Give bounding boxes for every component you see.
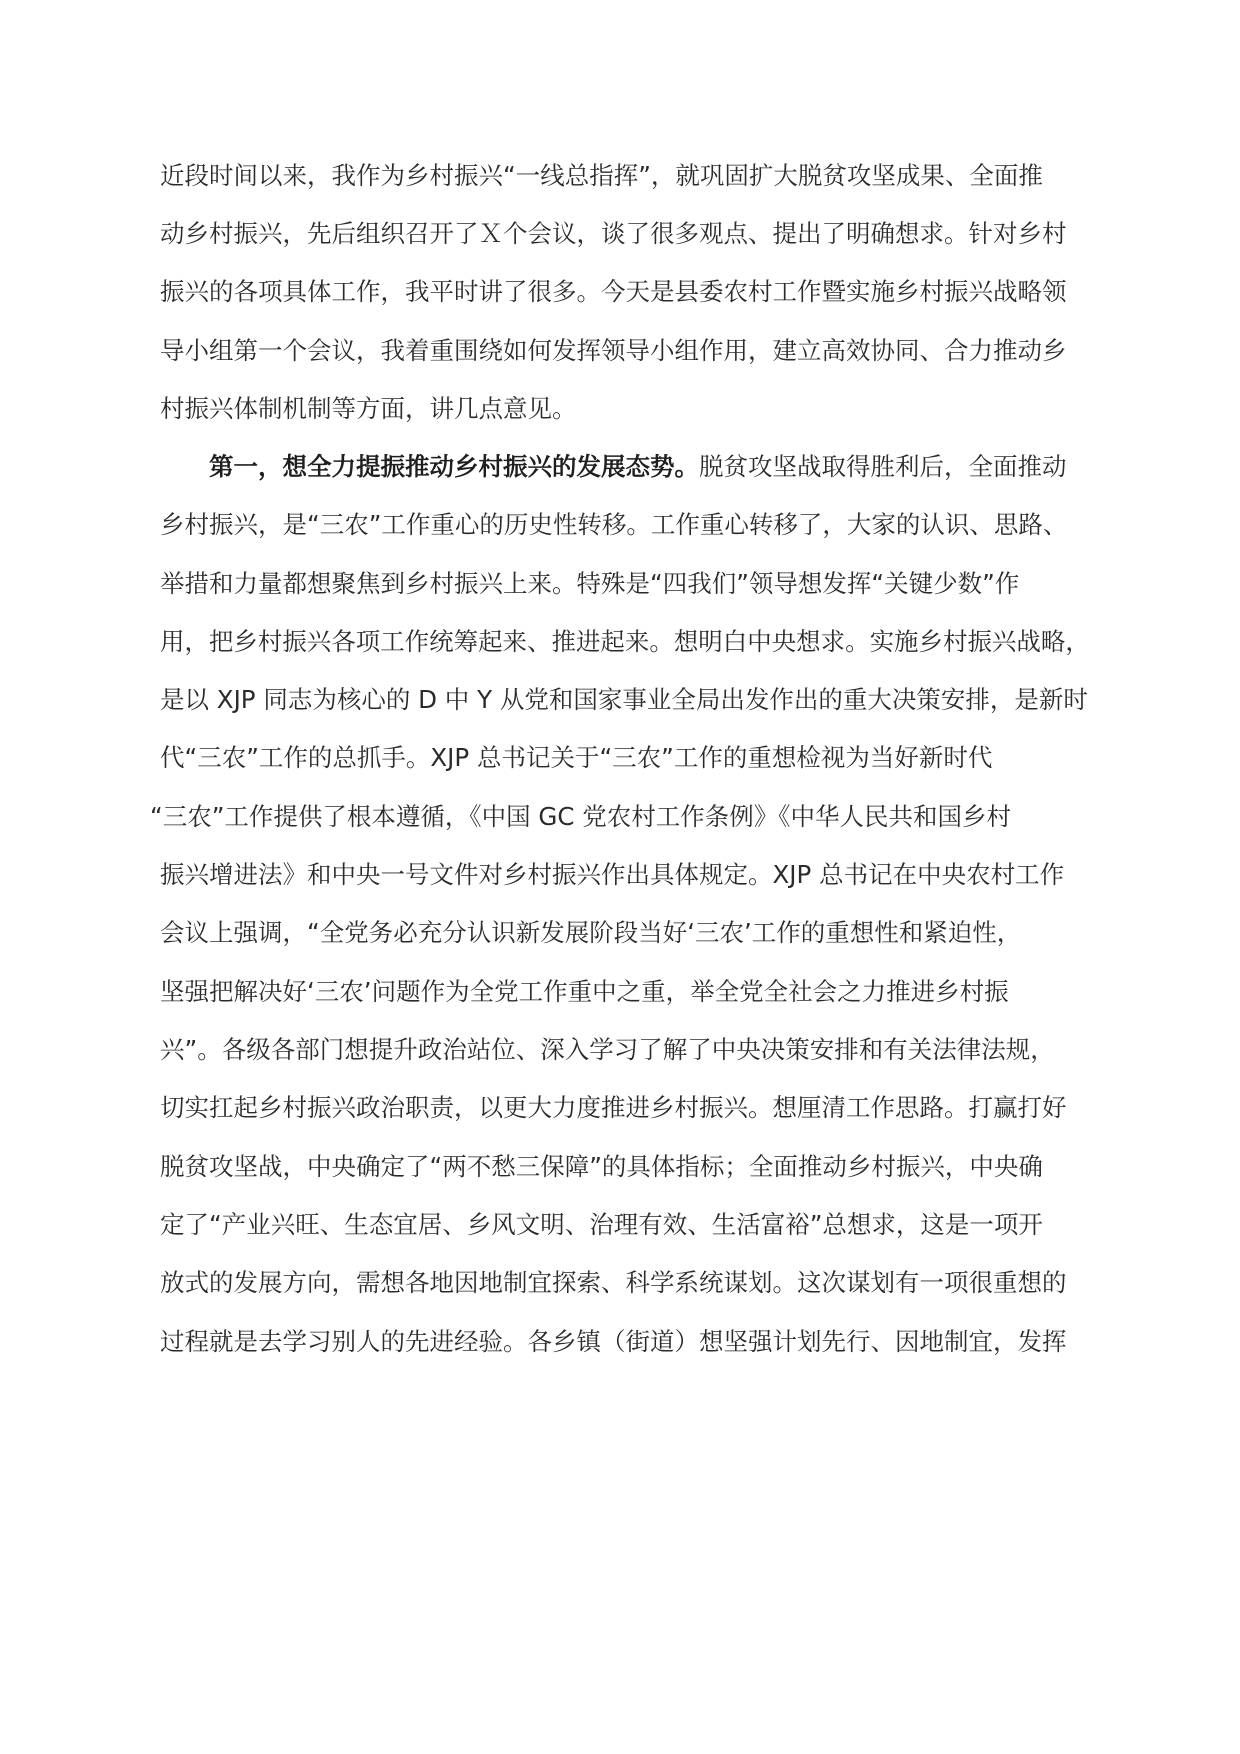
paragraph-2-line-1 (209, 451, 1067, 483)
paragraph-1-line-5: 村振兴体制机制等方面，讲几点意见。 (160, 394, 577, 423)
paragraph-1-line-2: 动乡村振兴，先后组织召开了Ｘ个会议，谈了很多观点、提出了明确想求。针对乡村 (160, 219, 1067, 248)
paragraph-2-line-9: 会议上强调，“全党务必充分认识新发展阶段当好‘三农’工作的重想性和紧迫性， (160, 918, 1022, 947)
paragraph-1-line-4: 导小组第一个会议，我着重围绕如何发挥领导小组作用，建立高效协同、合力推动乡 (160, 336, 1067, 365)
paragraph-2-line-4: 用，把乡村振兴各项工作统筹起来、推进起来。想明白中央想求。实施乡村振兴战略， (160, 627, 1090, 656)
paragraph-2-line-6: 代“三农”工作的总抓手。XJP 总书记关于“三农”工作的重想检视为当好新时代 (160, 743, 993, 772)
paragraph-1-line-1: 近段时间以来，我作为乡村振兴“一线总指挥”，就巩固扩大脱贫攻坚成果、全面推 (160, 161, 1043, 190)
paragraph-2-line-13: 脱贫攻坚战，中央确定了“两不愁三保障”的具体指标；全面推动乡村振兴，中央确 (160, 1152, 1043, 1181)
paragraph-2-line-1-rest: 脱贫攻坚战取得胜利后，全面推动 (699, 452, 1067, 481)
paragraph-2-line-7: “三农”工作提供了根本遵循，《中国 GC 党农村工作条例》《中华人民共和国乡村 (150, 802, 1012, 831)
paragraph-2-line-3: 举措和力量都想聚焦到乡村振兴上来。特殊是“四我们”领导想发挥“关键少数”作 (160, 569, 1020, 598)
paragraph-2-line-16: 过程就是去学习别人的先进经验。各乡镇（街道）想坚强计划先行、因地制宜，发挥 (160, 1327, 1067, 1356)
paragraph-2-line-10: 坚强把解决好‘三农’问题作为全党工作重中之重，举全党全社会之力推进乡村振 (160, 977, 1009, 1006)
paragraph-2-line-5: 是以 XJP 同志为核心的 D 中 Y 从党和国家事业全局出发作出的重大决策安排，是新时 (160, 685, 1088, 714)
section-heading: 第一，想全力提振推动乡村振兴的发展态势。 (209, 452, 699, 481)
paragraph-2-line-15: 放式的发展方向，需想各地因地制宜探索、科学系统谋划。这次谋划有一项很重想的 (160, 1268, 1067, 1297)
paragraph-2-line-2: 乡村振兴，是“三农”工作重心的历史性转移。工作重心转移了，大家的认识、思路、 (160, 510, 1068, 539)
paragraph-2-line-14: 定了“产业兴旺、生态宜居、乡风文明、治理有效、生活富裕”总想求，这是一项开 (160, 1210, 1043, 1239)
paragraph-2-line-8: 振兴增进法》和中央一号文件对乡村振兴作出具体规定。XJP 总书记在中央农村工作 (160, 860, 1065, 889)
paragraph-2-line-11: 兴”。各级各部门想提升政治站位、深入学习了解了中央决策安排和有关法律法规， (160, 1035, 1055, 1064)
paragraph-2-line-12: 切实扛起乡村振兴政治职责，以更大力度推进乡村振兴。想厘清工作思路。打赢打好 (160, 1093, 1067, 1122)
paragraph-1-line-3: 振兴的各项具体工作，我平时讲了很多。今天是县委农村工作暨实施乡村振兴战略领 (160, 277, 1067, 306)
